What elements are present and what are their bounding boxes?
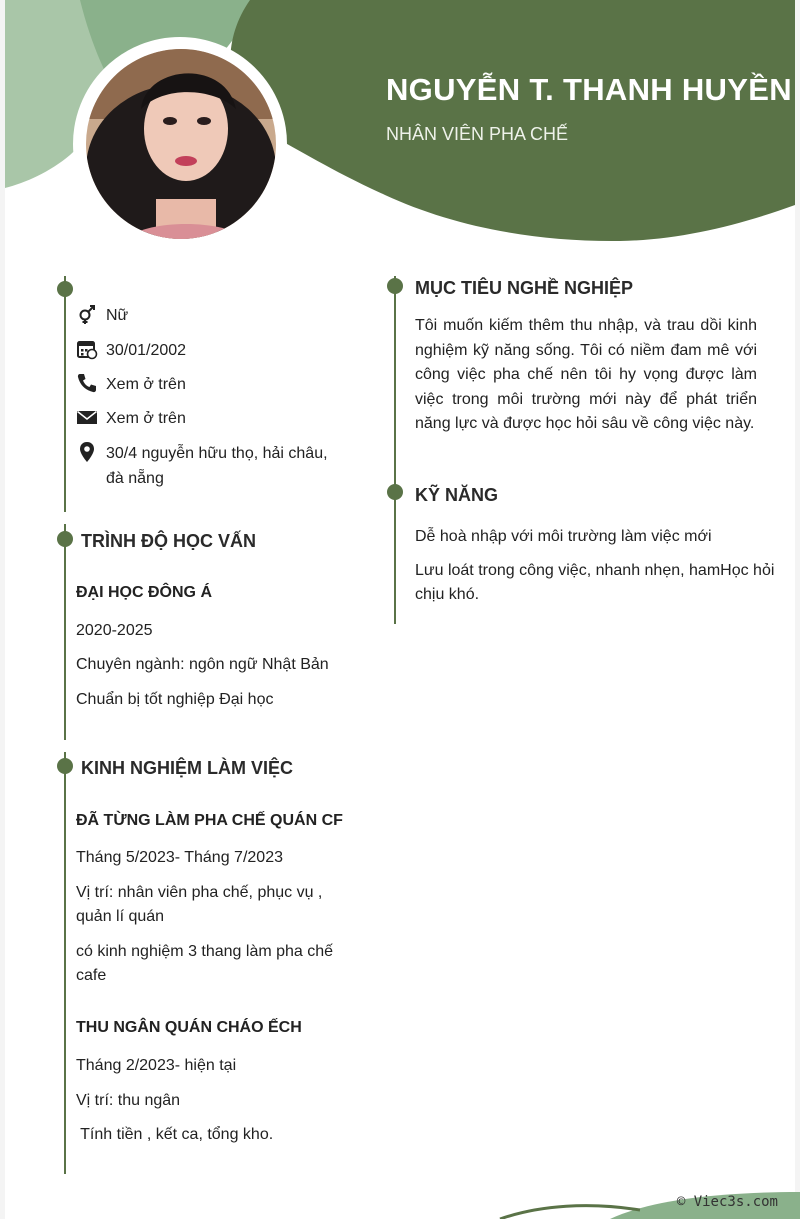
watermark: © Viec3s.com bbox=[676, 1194, 778, 1210]
timeline-dot bbox=[57, 758, 73, 774]
contact-address-text: 30/4 nguyễn hữu thọ, hải châu, đà nẵng bbox=[106, 445, 328, 487]
gender-icon bbox=[76, 303, 98, 325]
education-period: 2020-2025 bbox=[76, 622, 153, 639]
timeline-left-experience bbox=[64, 752, 66, 1174]
job-period: Tháng 5/2023- Tháng 7/2023 bbox=[76, 849, 283, 866]
job-detail: có kinh nghiệm 3 thang làm pha chế cafe bbox=[76, 943, 334, 984]
contact-gender-text: Nữ bbox=[106, 307, 129, 324]
education-note: Chuẩn bị tốt nghiệp Đại học bbox=[76, 691, 274, 708]
header-dark-shape bbox=[230, 0, 795, 241]
location-icon bbox=[76, 441, 98, 463]
job-detail: Vị trí: nhân viên pha chế, phục vụ , quản lí quán bbox=[76, 884, 323, 925]
contact-phone-text: Xem ở trên bbox=[106, 376, 186, 393]
calendar-icon bbox=[76, 338, 98, 360]
job-period: Tháng 2/2023- hiện tại bbox=[76, 1057, 237, 1074]
timeline-dot bbox=[57, 531, 73, 547]
contact-birthday bbox=[76, 338, 356, 363]
contact-phone bbox=[76, 372, 356, 397]
timeline-left-contact bbox=[64, 276, 66, 512]
contact-address bbox=[76, 441, 346, 491]
objective-text: Tôi muốn kiếm thêm thu nhập, và trau dồi kinh nghiệm kỹ năng sống. Tôi có niềm đam mê với công việc pha chế nên tôi hy vọng được làm việc trong môi trường mới này để phát triển năng lực và được học hỏi sâu về công việc này. bbox=[415, 317, 757, 432]
contact-email-text: Xem ở trên bbox=[106, 410, 186, 427]
timeline-dot bbox=[387, 278, 403, 294]
candidate-job-title: NHÂN VIÊN PHA CHẾ bbox=[386, 124, 569, 144]
mail-icon bbox=[76, 406, 98, 428]
education-school: ĐẠI HỌC ĐÔNG Á bbox=[76, 584, 212, 601]
job-detail: Tính tiền , kết ca, tổng kho. bbox=[76, 1126, 274, 1143]
objective-heading: MỤC TIÊU NGHỀ NGHIỆP bbox=[415, 278, 634, 298]
experience-heading: KINH NGHIỆM LÀM VIỆC bbox=[81, 758, 294, 778]
timeline-dot bbox=[387, 484, 403, 500]
contact-birthday-text: 30/01/2002 bbox=[106, 342, 187, 359]
avatar bbox=[86, 49, 276, 239]
skills-heading: KỸ NĂNG bbox=[415, 485, 499, 505]
education-major: Chuyên ngành: ngôn ngữ Nhật Bản bbox=[76, 656, 329, 673]
education-heading: TRÌNH ĐỘ HỌC VẤN bbox=[81, 531, 256, 551]
skill-item: Dễ hoà nhập với môi trường làm việc mới bbox=[415, 528, 712, 545]
timeline-left-education bbox=[64, 524, 66, 740]
phone-icon bbox=[76, 372, 98, 394]
candidate-name: NGUYỄN T. THANH HUYỀN bbox=[386, 72, 792, 107]
job-title: THU NGÂN QUÁN CHÁO ẾCH bbox=[76, 1019, 302, 1036]
job-title: ĐÃ TỪNG LÀM PHA CHẾ QUÁN CF bbox=[76, 812, 343, 829]
contact-gender bbox=[76, 303, 356, 328]
timeline-right bbox=[394, 276, 396, 624]
skill-item: Lưu loát trong công việc, nhanh nhẹn, hamHọc hỏi chịu khó. bbox=[415, 562, 775, 603]
timeline-dot bbox=[57, 281, 73, 297]
job-detail: Vị trí: thu ngân bbox=[76, 1092, 181, 1109]
contact-email bbox=[76, 406, 356, 431]
